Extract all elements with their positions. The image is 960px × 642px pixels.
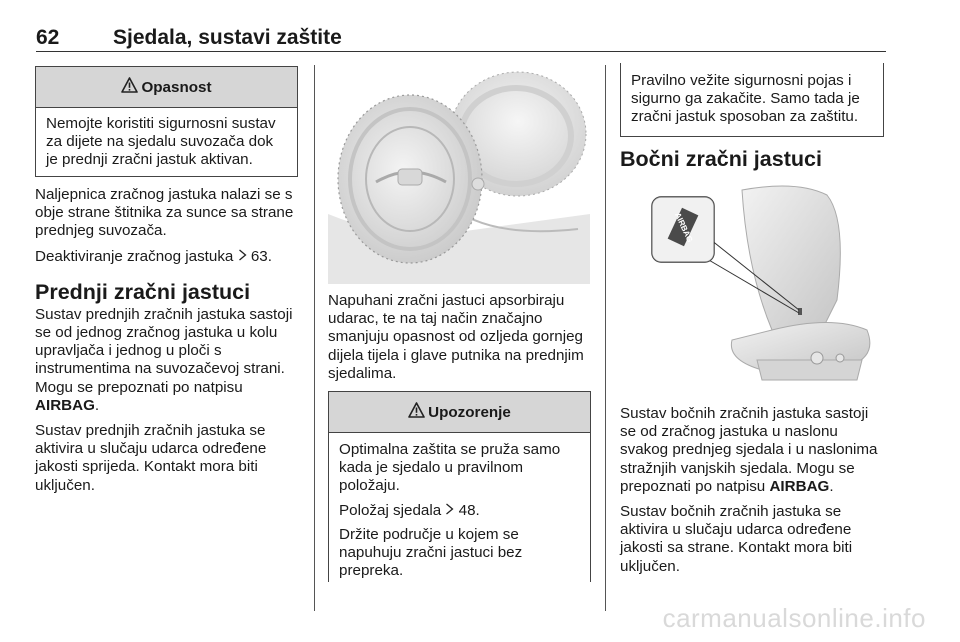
airbag-label-text: AIRBAG (769, 477, 830, 495)
airbag-label-text: AIRBAG (35, 396, 95, 414)
column-divider-1 (314, 65, 315, 611)
warning-box-header (329, 392, 590, 433)
page-number: 62 (36, 26, 60, 49)
warning-box-continued (620, 63, 884, 137)
paragraph-side-airbag-activation: Sustav bočnih zračnih jastuka se aktivira u slučaju udarca određene jakosti sa strane. Kontakt mora biti uključen. (620, 503, 853, 575)
danger-box (35, 66, 298, 177)
column-3-heading-wrap (620, 146, 886, 172)
watermark: carmanualsonline.info (662, 603, 926, 633)
column-3-text (620, 405, 888, 576)
danger-box-text: Nemojte koristiti sigurnosni sustav za dijete na sjedalu suvozača dok je prednji zračni jastuk aktivan. (46, 115, 276, 169)
column-1-text (35, 186, 301, 495)
warning-triangle-icon (121, 77, 138, 97)
column-2-text (328, 292, 593, 383)
warning-triangle-icon (408, 402, 425, 422)
airbag-sticker-label: AIRBAG (673, 211, 695, 244)
danger-box-title: Opasnost (141, 78, 212, 96)
warning-box-continued-text: Pravilno vežite sigurnosni pojas i sigurno ga zakačite. Samo tada je zračni jastuk sposoban za zaštitu. (631, 72, 860, 126)
page-header (36, 26, 886, 52)
paragraph-front-airbag-activation: Sustav prednjih zračnih jastuka se aktivira u slučaju udarca određene jakosti sprijeda. Kontakt mora biti uključen. (35, 422, 267, 494)
warning-box-text-3: Držite područje u kojem se napuhuju zračni jastuci bez prepreka. (339, 525, 523, 580)
page-title: Sjedala, sustavi zaštite (113, 26, 342, 49)
front-airbag-illustration (328, 64, 590, 284)
warning-box-title: Upozorenje (428, 403, 511, 421)
section-heading-front-airbags: Prednji zračni jastuci (35, 279, 251, 304)
arrow-reference-icon (445, 502, 454, 519)
warning-box-text-2: Položaj sjedala 48. (339, 501, 480, 519)
page-reference-link[interactable]: 63. (250, 247, 272, 265)
warning-box-text-1: Optimalna zaštita se pruža samo kada je sjedalo u pravilnom položaju. (339, 441, 561, 495)
arrow-reference-icon (238, 248, 247, 265)
page-reference-link[interactable]: 48. (458, 501, 480, 519)
paragraph-side-airbag-system: Sustav bočnih zračnih jastuka sastoji se od zračnog jastuka u naslonu svakog prednjeg sjedala i u naslonima stražnjih vanjskih sjedala. Mogu se prepoznati po natpisu AIRBAG. (620, 405, 878, 495)
paragraph-front-airbag-system: Sustav prednjih zračnih jastuka sastoji se od jednog zračnog jastuka u kolu upravljača i jednog u ploči s instrumentima na suvozačevoj strani. Mogu se prepoznati po natpisu AIRBAG. (35, 305, 293, 414)
danger-box-header (36, 67, 297, 108)
paragraph-sticker: Naljepnica zračnog jastuka nalazi se s obje strane štitnika za sunce sa strane prednjeg suvozača. (35, 186, 294, 240)
section-heading-side-airbags: Bočni zračni jastuci (620, 147, 822, 171)
column-divider-2 (605, 65, 606, 611)
side-airbag-seat-illustration (622, 180, 886, 390)
warning-box (328, 391, 591, 582)
figure-caption-front-airbags: Napuhani zračni jastuci apsorbiraju udarac, te na taj način značajno smanjuju opasnost od ozljeda gornjeg dijela tijela i glave putnika na prednjim sjedalima. (328, 292, 584, 382)
paragraph-deactivation: Deaktiviranje zračnog jastuka 63. (35, 247, 272, 265)
